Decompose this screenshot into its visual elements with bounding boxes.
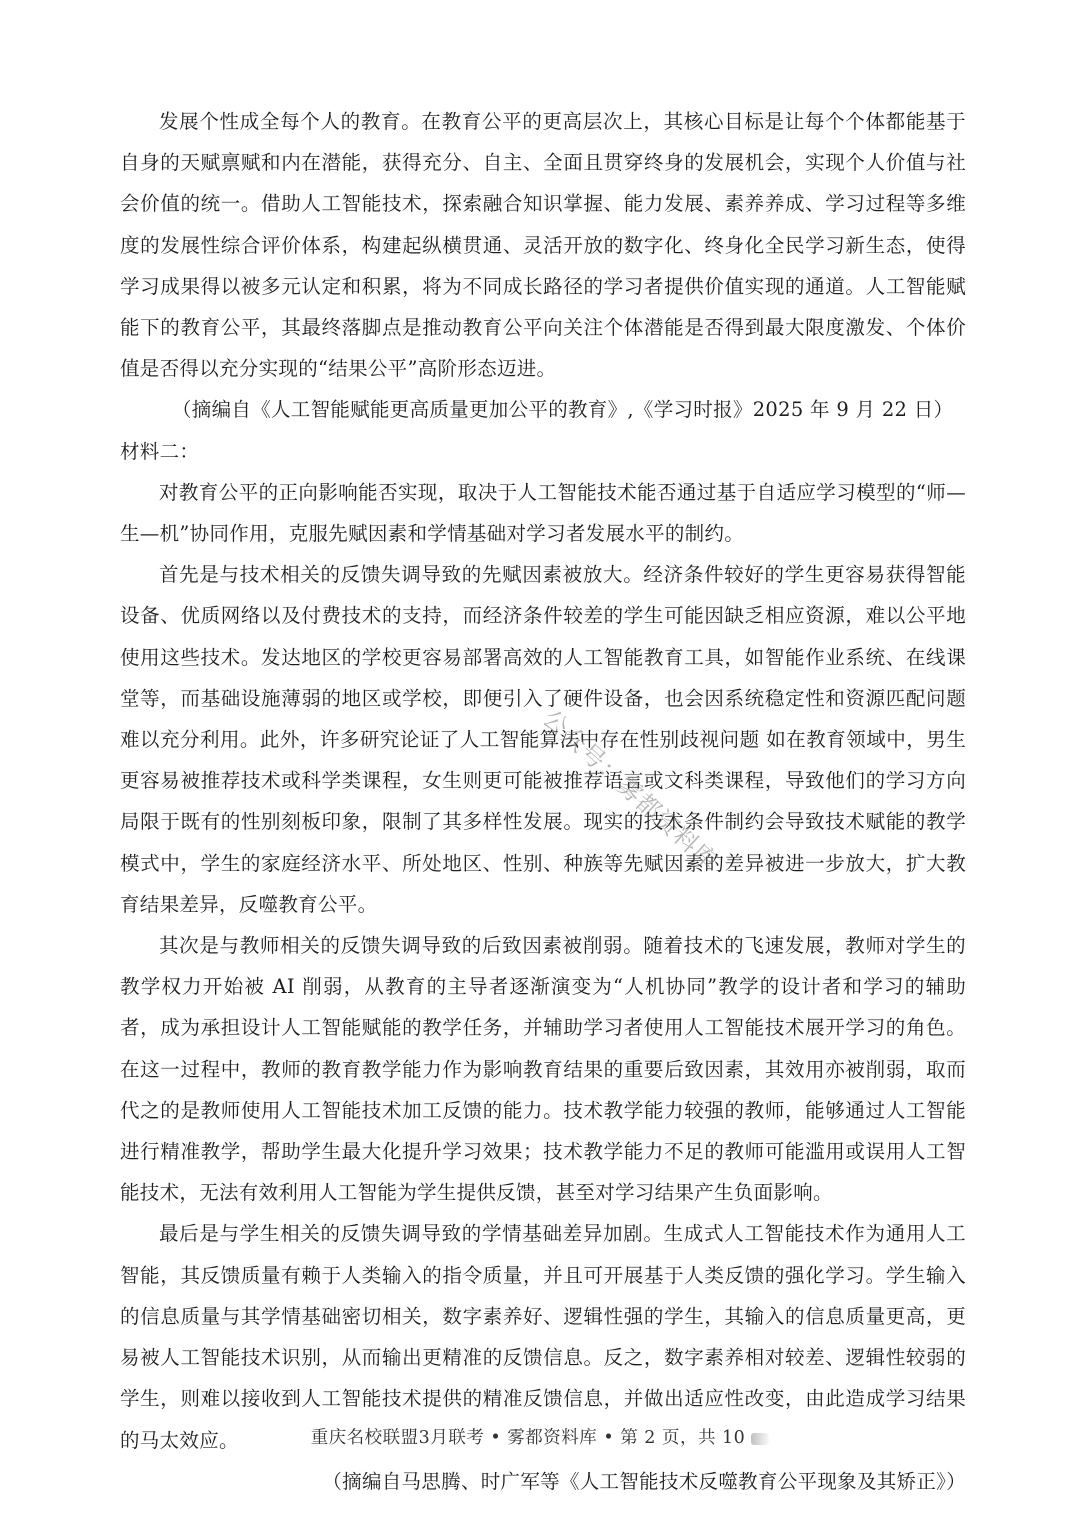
paragraph: 其次是与教师相关的反馈失调导致的后致因素被削弱。随着技术的飞速发展，教师对学生的教学权力开始被 AI 削弱，从教育的主导者逐渐演变为“人机协同”教学的设计者和学习的辅助者，成为承担设计人工智能赋能的教学任务，并辅助学习者使用人工智能技术展开学习的角色。在这一过程中，教师的教育教学能力作为影响教育结果的重要后致因素，其效用亦被削弱，取而代之的是教师使用人工智能技术加工反馈的能力。技术教学能力较强的教师，能够通过人工智能进行精准教学，帮助学生最大化提升学习效果；技术教学能力不足的教师可能滥用或误用人工智能技术，无法有效利用人工智能为学生提供反馈，甚至对学习结果产生负面影响。 <box>120 934 966 1205</box>
source-citation-material-one: （摘编自《人工智能赋能更高质量更加公平的教育》,《学习时报》2025 年 9 月 22 日） <box>172 398 954 422</box>
source-citation-material-two: （摘编自马思腾、时广军等《人工智能技术反噬教育公平现象及其矫正》） <box>322 1469 966 1493</box>
footer-text: 重庆名校联盟3月联考 • 雾都资料库 • 第 2 页，共 10 <box>310 1428 746 1448</box>
paragraph: 首先是与技术相关的反馈失调导致的先赋因素被放大。经济条件较好的学生更容易获得智能设备、优质网络以及付费技术的支持，而经济条件较差的学生可能因缺乏相应资源，难以公平地使用这些技术。发达地区的学校更容易部署高效的人工智能教育工具，如智能作业系统、在线课堂等，而基础设施薄弱的地区或学校，即便引入了硬件设备，也会因系统稳定性和资源匹配问题难以充分利用。此外，许多研究论证了人工智能算法中存在性别歧视问题 如在教育领域中，男生更容易被推荐技术或科学类课程，女生则更可能被推荐语言或文科类课程，导致他们的学习方向局限于既有的性别刻板印象，限制了其多样性发展。现实的技术条件制约会导致技术赋能的教学模式中，学生的家庭经济水平、所处地区、性别、种族等先赋因素的差异被进一步放大，扩大教育结果差异，反噬教育公平。 <box>120 563 966 916</box>
paragraph: 对教育公平的正向影响能否实现，取决于人工智能技术能否通过基于自适应学习模型的“师—生—机”协同作用，克服先赋因素和学情基础对学习者发展水平的制约。 <box>120 480 966 546</box>
watermark-text: 公众号：雾都资料库 <box>537 704 724 876</box>
paragraph: 最后是与学生相关的反馈失调导致的学情基础差异加剧。生成式人工智能技术作为通用人工智能，其反馈质量有赖于人类输入的指令质量，并且可开展基于人类反馈的强化学习。学生输入的信息质量与其学情基础密切相关，数字素养好、逻辑性强的学生，其输入的信息质量更高，更易被人工智能技术识别，从而输出更精准的反馈信息。反之，数字素养相对较差、逻辑性较弱的学生，则难以接收到人工智能技术提供的精准反馈信息，并做出适应性改变，由此造成学习结果的马太效应。 <box>120 1222 966 1452</box>
page-footer <box>0 1424 1080 1449</box>
material-two-label: 材料二： <box>120 439 200 463</box>
smudge-mark <box>751 1433 769 1445</box>
article-body <box>120 101 966 1502</box>
paragraph-material-one: 发展个性成全每个人的教育。在教育公平的更高层次上，其核心目标是让每个个体都能基于自身的天赋禀赋和内在潜能，获得充分、自主、全面且贯穿终身的发展机会，实现个人价值与社会价值的统一。借助人工智能技术，探索融合知识掌握、能力发展、素养养成、学习过程等多维度的发展性综合评价体系，构建起纵横贯通、灵活开放的数字化、终身化全民学习新生态，使得学习成果得以被多元认定和积累，将为不同成长路径的学习者提供价值实现的通道。人工智能赋能下的教育公平，其最终落脚点是推动教育公平向关注个体潜能是否得到最大限度激发、个体价值是否得以充分实现的“结果公平”高阶形态迈进。 <box>120 110 966 381</box>
